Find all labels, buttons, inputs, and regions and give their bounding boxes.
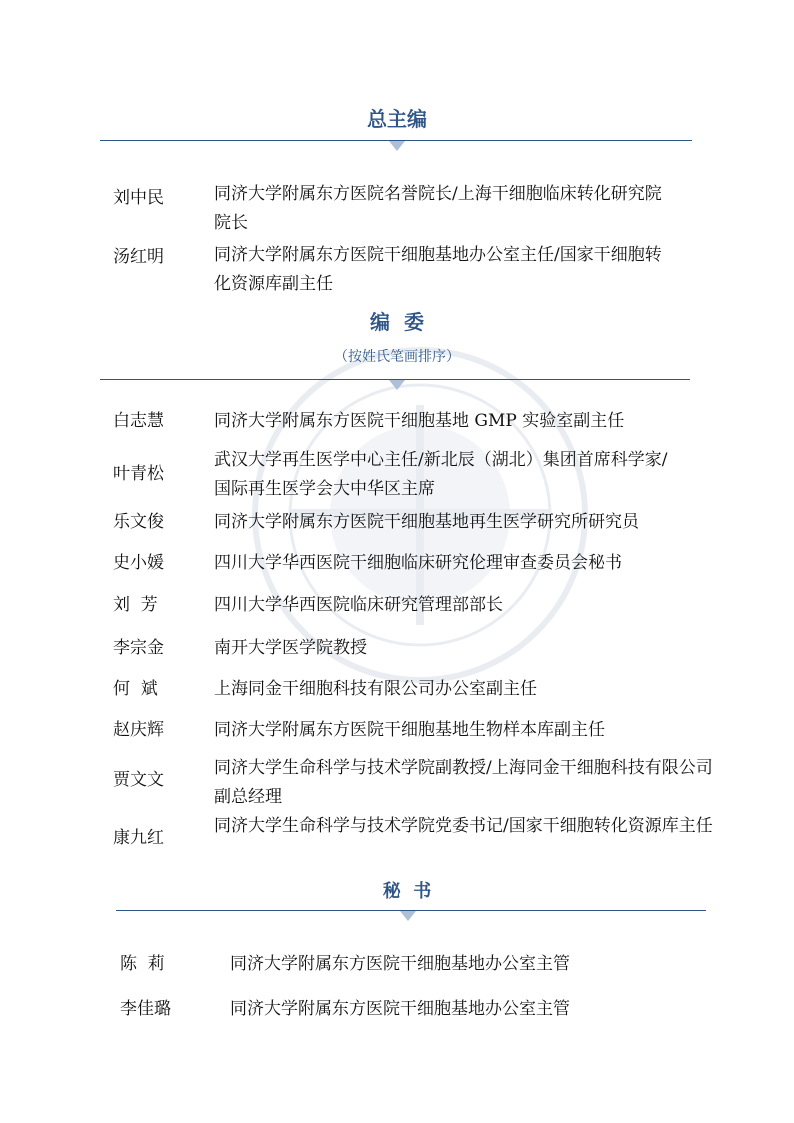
member-name: 白志慧 (113, 411, 164, 431)
member-affiliation: 武汉大学再生医学中心主任/新北辰（湖北）集团首席科学家/国际再生医学会大中华区主席 (214, 450, 668, 499)
member-entry (0, 180, 794, 240)
member-name: 汤红明 (113, 247, 164, 267)
member-name: 康九红 (113, 828, 164, 848)
member-name: 刘中民 (113, 188, 164, 208)
member-name: 刘 芳 (113, 595, 158, 615)
secretary-title: 秘 书 (382, 881, 432, 902)
member-name: 陈 莉 (120, 954, 165, 974)
member-name: 李宗金 (113, 638, 164, 658)
member-affiliation: 同济大学生命科学与技术学院副教授/上海同金干细胞科技有限公司副总经理 (214, 758, 713, 807)
editorial-board-title: 编 委 (370, 310, 424, 334)
member-affiliation: 同济大学附属东方医院干细胞基地办公室主任/国家干细胞转化资源库副主任 (214, 245, 662, 294)
member-affiliation: 上海同金干细胞科技有限公司办公室副主任 (214, 679, 537, 699)
editorial-board-subtitle: （按姓氏笔画排序） (334, 349, 460, 365)
member-affiliation: 四川大学华西医院干细胞临床研究伦理审查委员会秘书 (214, 553, 622, 573)
member-affiliation: 同济大学生命科学与技术学院党委书记/国家干细胞转化资源库主任 (214, 816, 713, 836)
member-affiliation: 同济大学附属东方医院干细胞基地办公室主管 (230, 954, 570, 974)
editor-in-chief-title: 总主编 (367, 107, 427, 131)
member-name: 李佳璐 (120, 999, 171, 1019)
member-affiliation: 同济大学附属东方医院名誉院长/上海干细胞临床转化研究院院长 (214, 184, 662, 233)
member-affiliation: 同济大学附属东方医院干细胞基地再生医学研究所研究员 (214, 512, 639, 532)
divider-pointer-icon (389, 141, 405, 151)
member-name: 何 斌 (113, 679, 158, 699)
member-entry (0, 241, 794, 301)
divider-pointer-icon (389, 380, 405, 390)
member-affiliation: 南开大学医学院教授 (214, 638, 367, 658)
divider-pointer-icon (400, 911, 416, 921)
member-name: 贾文文 (113, 770, 164, 790)
member-affiliation: 同济大学附属东方医院干细胞基地生物样本库副主任 (214, 720, 605, 740)
member-name: 赵庆辉 (113, 720, 164, 740)
member-name: 乐文俊 (113, 512, 164, 532)
member-affiliation: 四川大学华西医院临床研究管理部部长 (214, 595, 503, 615)
member-affiliation: 同济大学附属东方医院干细胞基地 GMP 实验室副主任 (214, 411, 625, 431)
member-name: 叶青松 (113, 464, 164, 484)
member-affiliation: 同济大学附属东方医院干细胞基地办公室主管 (230, 999, 570, 1019)
member-name: 史小媛 (113, 553, 164, 573)
